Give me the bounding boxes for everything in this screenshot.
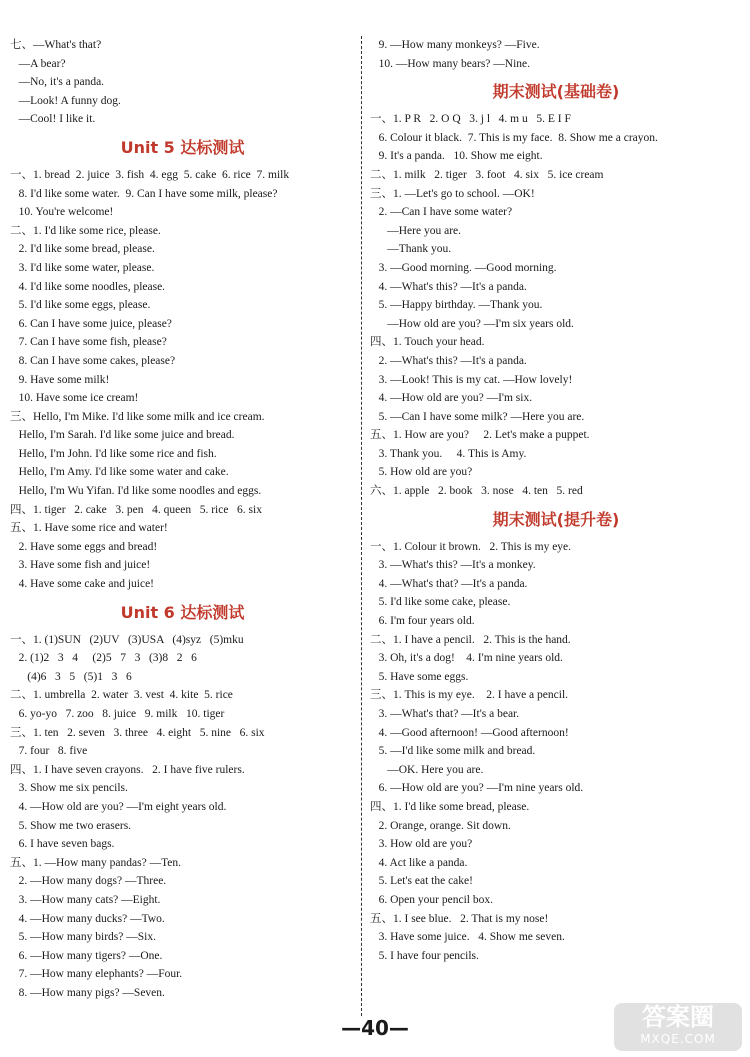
answer-line: 6. I have seven bags. xyxy=(10,838,115,851)
answer-line: 五、1. I see blue. 2. That is my nose! xyxy=(370,912,549,925)
answer-line: 8. I'd like some water. 9. Can I have some milk, please? xyxy=(10,187,278,200)
answer-line: 7. —How many elephants? —Four. xyxy=(10,968,183,981)
answer-line: 10. Have some ice cream! xyxy=(10,392,139,405)
answer-line: 七、—What's that? xyxy=(10,39,102,51)
answer-line: —No, it's a panda. xyxy=(10,76,105,89)
answer-line: 7. four 8. five xyxy=(10,745,88,758)
answer-line: 5. —How many birds? —Six. xyxy=(10,931,156,944)
answer-line: 四、1. tiger 2. cake 3. pen 4. queen 5. rice 6. six xyxy=(10,503,262,516)
answer-line: 一、1. Colour it brown. 2. This is my eye. xyxy=(370,540,572,553)
answer-line: 一、1. P R 2. O Q 3. j l 4. m u 5. E I F xyxy=(370,113,571,126)
answer-line: 9. —How many monkeys? —Five. xyxy=(370,39,540,51)
watermark-url: MXQE.COM xyxy=(640,1032,716,1046)
answer-line: 4. I'd like some noodles, please. xyxy=(10,280,166,293)
answer-line: Hello, I'm Sarah. I'd like some juice and bread. xyxy=(10,429,235,442)
answer-line: 4. —Good afternoon! —Good afternoon! xyxy=(370,726,569,739)
answer-line: 五、1. —How many pandas? —Ten. xyxy=(10,856,182,869)
answer-line: —A bear? xyxy=(10,57,66,70)
answer-line: 9. It's a panda. 10. Show me eight. xyxy=(370,150,543,163)
answer-line: 四、1. Touch your head. xyxy=(370,336,485,349)
answer-line: 3. —Look! This is my cat. —How lovely! xyxy=(370,373,573,386)
answer-line: —How old are you? —I'm six years old. xyxy=(370,317,574,330)
answer-line: —Here you are. xyxy=(370,224,462,237)
answer-line: 4. —What's this? —It's a panda. xyxy=(370,280,527,293)
answer-line: 6. Can I have some juice, please? xyxy=(10,317,172,330)
answer-line: 5. I'd like some eggs, please. xyxy=(10,299,151,312)
section-title: 期末测试(提升卷) xyxy=(492,509,620,529)
answer-line: Hello, I'm John. I'd like some rice and fish. xyxy=(10,447,217,460)
answer-line: 2. I'd like some bread, please. xyxy=(10,243,155,256)
answer-line: 3. Have some juice. 4. Show me seven. xyxy=(370,931,565,944)
answer-line: 3. Have some fish and juice! xyxy=(10,559,151,572)
answer-line: 2. —Can I have some water? xyxy=(370,206,513,219)
answer-line: 2. Have some eggs and bread! xyxy=(10,540,158,553)
answer-line: 2. —How many dogs? —Three. xyxy=(10,875,167,888)
answer-line: 6. —How old are you? —I'm nine years old. xyxy=(370,782,584,795)
answer-line: 四、1. I have seven crayons. 2. I have five rulers. xyxy=(10,763,245,776)
answer-line: 五、1. Have some rice and water! xyxy=(10,522,168,535)
answer-line: 2. —What's this? —It's a panda. xyxy=(370,354,527,367)
answer-line: 4. —How many ducks? —Two. xyxy=(10,912,165,925)
answer-line: 一、1. (1)SUN (2)UV (3)USA (4)syz (5)mku xyxy=(10,633,244,646)
answer-line: 4. —How old are you? —I'm six. xyxy=(370,392,533,405)
answer-line: 4. —What's that? —It's a panda. xyxy=(370,577,528,590)
answer-line: 3. —Good morning. —Good morning. xyxy=(370,261,557,274)
answer-line: 10. You're welcome! xyxy=(10,206,114,219)
answer-line: 4. —How old are you? —I'm eight years old. xyxy=(10,800,227,813)
answer-line: 5. I'd like some cake, please. xyxy=(370,596,511,609)
answer-line: 5. Have some eggs. xyxy=(370,670,469,683)
answer-line: 三、1. ten 2. seven 3. three 4. eight 5. nine 6. six xyxy=(10,726,265,739)
answer-line: 5. I have four pencils. xyxy=(370,949,479,962)
watermark-text: 答案圈 xyxy=(642,1003,714,1031)
answer-line: 5. —Happy birthday. —Thank you. xyxy=(370,299,543,312)
answer-line: 五、1. How are you? 2. Let's make a puppet. xyxy=(370,429,590,442)
answer-line: 3. —What's that? —It's a bear. xyxy=(370,708,520,720)
answer-line: 8. Can I have some cakes, please? xyxy=(10,354,176,367)
answer-line: 4. Act like a panda. xyxy=(370,856,468,869)
answer-line: 一、1. bread 2. juice 3. fish 4. egg 5. cake 6. rice 7. milk xyxy=(10,168,290,181)
answer-line: 3. Show me six pencils. xyxy=(10,782,128,795)
section-title: Unit 5 达标测试 xyxy=(120,137,245,157)
answer-line: 5. Let's eat the cake! xyxy=(370,875,473,888)
answer-line: 三、1. This is my eye. 2. I have a pencil. xyxy=(370,689,569,702)
answer-line: 二、1. umbrella 2. water 3. vest 4. kite 5. rice xyxy=(10,689,233,702)
answer-line: Hello, I'm Wu Yifan. I'd like some noodles and eggs. xyxy=(10,485,262,498)
answer-line: (4)6 3 5 (5)1 3 6 xyxy=(10,670,132,683)
answer-line: 3. Oh, it's a dog! 4. I'm nine years old. xyxy=(370,652,563,665)
answer-line: —Look! A funny dog. xyxy=(10,94,121,107)
answer-line: 10. —How many bears? —Nine. xyxy=(370,57,531,70)
answer-line: 二、1. I have a pencil. 2. This is the hand. xyxy=(370,633,571,646)
answer-line: 4. Have some cake and juice! xyxy=(10,578,155,591)
answer-line: 6. —How many tigers? —One. xyxy=(10,949,163,962)
right-column xyxy=(370,36,742,965)
answer-line: 9. Have some milk! xyxy=(10,373,110,386)
answer-line: 6. Open your pencil box. xyxy=(370,893,493,906)
answer-line: 六、1. apple 2. book 3. nose 4. ten 5. red xyxy=(370,485,583,498)
answer-line: 3. How old are you? xyxy=(370,838,473,851)
section-title: Unit 6 达标测试 xyxy=(120,602,245,622)
answer-line: 5. —I'd like some milk and bread. xyxy=(370,745,536,758)
answer-line: 6. Colour it black. 7. This is my face. 8. Show me a crayon. xyxy=(370,131,658,144)
answer-line: 3. Thank you. 4. This is Amy. xyxy=(370,447,527,460)
column-divider xyxy=(361,36,362,1016)
answer-line: 3. —How many cats? —Eight. xyxy=(10,893,161,906)
answer-line: 二、1. I'd like some rice, please. xyxy=(10,224,161,237)
answer-line: 8. —How many pigs? —Seven. xyxy=(10,986,165,999)
watermark-logo xyxy=(614,1003,742,1051)
answer-line: 3. —What's this? —It's a monkey. xyxy=(370,559,536,572)
answer-line: 2. (1)2 3 4 (2)5 7 3 (3)8 2 6 xyxy=(10,652,197,665)
answer-line: 5. —Can I have some milk? —Here you are. xyxy=(370,410,585,423)
answer-line: 6. yo-yo 7. zoo 8. juice 9. milk 10. tiger xyxy=(10,708,225,720)
answer-line: 5. Show me two erasers. xyxy=(10,819,132,832)
section-title: 期末测试(基础卷) xyxy=(492,82,620,102)
answer-line: 7. Can I have some fish, please? xyxy=(10,336,167,349)
answer-line: 二、1. milk 2. tiger 3. foot 4. six 5. ice cream xyxy=(370,168,604,181)
page-number: —40— xyxy=(341,1016,409,1040)
answer-line: —OK. Here you are. xyxy=(370,763,484,776)
answer-line: 2. Orange, orange. Sit down. xyxy=(370,819,511,832)
answer-line: 三、Hello, I'm Mike. I'd like some milk and ice cream. xyxy=(10,410,265,423)
answer-line: —Thank you. xyxy=(370,243,452,256)
answer-line: —Cool! I like it. xyxy=(10,113,96,126)
answer-line: 5. How old are you? xyxy=(370,466,473,479)
answer-line: 6. I'm four years old. xyxy=(370,615,475,628)
answer-line: 三、1. —Let's go to school. —OK! xyxy=(370,187,535,200)
answer-line: Hello, I'm Amy. I'd like some water and cake. xyxy=(10,466,229,479)
answer-line: 四、1. I'd like some bread, please. xyxy=(370,800,530,813)
answer-line: 3. I'd like some water, please. xyxy=(10,261,155,274)
left-column xyxy=(10,36,355,1003)
